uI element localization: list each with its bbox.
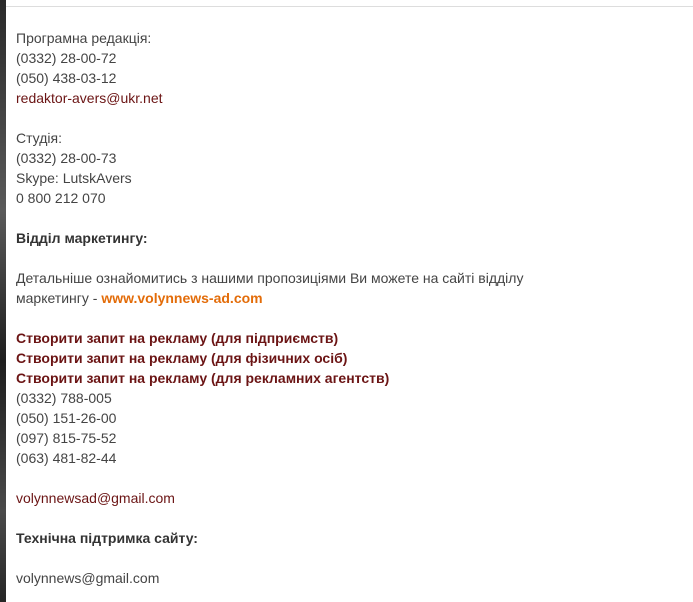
marketing-section: [16, 228, 676, 508]
spacer: [16, 508, 676, 528]
studio-title: Студія:: [16, 130, 62, 146]
marketing-site-link[interactable]: www.volynnews-ad.com: [101, 290, 263, 306]
marketing-heading: Відділ маркетингу:: [16, 230, 148, 246]
left-edge-image-strip: [0, 0, 6, 602]
tech-support-heading: Технічна підтримка сайту:: [16, 530, 198, 546]
marketing-email-link[interactable]: volynnewsad@gmail.com: [16, 490, 175, 506]
spacer: [16, 108, 676, 128]
program-phone-2: (050) 438-03-12: [16, 70, 117, 86]
marketing-phone: (0332) 788-005: [16, 390, 112, 406]
marketing-phone: (063) 481-82-44: [16, 450, 117, 466]
top-divider: [6, 6, 693, 7]
program-editorial-title: Програмна редакція:: [16, 30, 152, 46]
marketing-phone: (097) 815-75-52: [16, 430, 117, 446]
marketing-description-prefix: маркетингу -: [16, 290, 102, 306]
program-editorial-section: [16, 28, 676, 108]
marketing-description-line-2: [16, 288, 676, 308]
contacts-content: [16, 28, 676, 588]
spacer: [16, 248, 676, 268]
program-email-link[interactable]: redaktor-avers@ukr.net: [16, 90, 163, 106]
marketing-description-line-1: Детальніше ознайомитись з нашими пропозиціями Ви можете на сайті відділу: [16, 270, 524, 286]
spacer: [16, 468, 676, 488]
ad-request-link-individuals[interactable]: Створити запит на рекламу (для фізичних осіб): [16, 350, 348, 366]
tech-support-section: [16, 528, 676, 588]
spacer: [16, 308, 676, 328]
studio-section: [16, 128, 676, 208]
studio-hotline: 0 800 212 070: [16, 190, 106, 206]
studio-phone: (0332) 28-00-73: [16, 150, 117, 166]
spacer: [16, 208, 676, 228]
ad-request-link-agencies[interactable]: Створити запит на рекламу (для рекламних агентств): [16, 370, 390, 386]
tech-support-email: volynnews@gmail.com: [16, 570, 160, 586]
marketing-phone: (050) 151-26-00: [16, 410, 117, 426]
program-phone-1: (0332) 28-00-72: [16, 50, 117, 66]
spacer: [16, 548, 676, 568]
ad-request-link-companies[interactable]: Створити запит на рекламу (для підприємств): [16, 330, 339, 346]
studio-skype: Skype: LutskAvers: [16, 170, 132, 186]
